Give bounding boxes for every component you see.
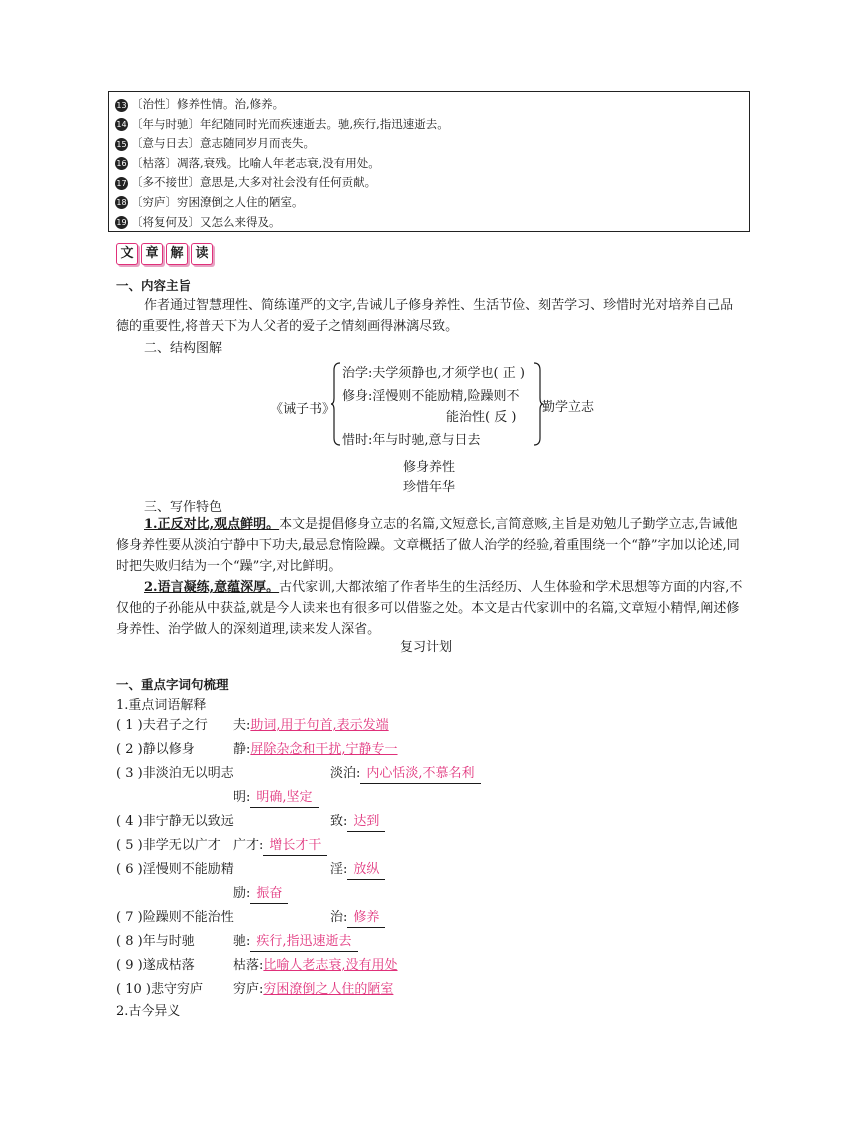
vocab-answer: 励: 振奋 (233, 882, 288, 904)
section3-para2: 2.语言凝练,意蕴深厚。古代家训,大都浓缩了作者毕生的生活经历、人生体验和学术思想等方面的内容,不仅他的子孙能从中获益,就是今人读来也有很多可以借鉴之处。本文是古代家训中的名篇,文章短小精悍,阐述修身养性、治学做人的深刻道理,读来发人深省。 (116, 580, 743, 637)
footnote-19: 19 〔将复何及〕又怎么来得及。 (116, 214, 281, 229)
footnote-15: 15 〔意与日去〕意志随同岁月而丧失。 (116, 136, 315, 151)
badge-char: 解 (166, 243, 188, 265)
footnote-13: 13 〔治性〕修养性情。治,修养。 (116, 97, 285, 111)
vocab-answer: 淫: 放纵 (330, 858, 385, 880)
section3-para1: 1.正反对比,观点鲜明。本文是提倡修身立志的名篇,文短意长,言简意赅,主旨是劝勉儿子勤学立志,告诫他修身养性要从淡泊宁静中下功夫,最忌怠惰险躁。文章概括了做人治学的经验,着重围绕一个“静”字加以论述,同时把失败归结为一个“躁”字,对比鲜明。 (116, 517, 740, 574)
diagram-branch-time: 惜时:年与时驰,意与日去 (342, 433, 481, 448)
footnote-18: 18 〔穷庐〕穷困潦倒之人住的陋室。 (116, 194, 304, 209)
vocab-answer: 淡泊: 内心恬淡,不慕名利 (330, 762, 481, 784)
diagram-conclusion: 勤学立志 (542, 400, 595, 415)
vocab-item: ( 4 )非宁静无以致远 (116, 814, 234, 829)
vocab-item: ( 1 )夫君子之行 (116, 718, 208, 733)
vocab-answer: 明: 明确,坚定 (233, 786, 319, 808)
left-brace-icon (330, 362, 342, 446)
footnote-14: 14 〔年与时驰〕年纪随同时光而疾速逝去。驰,疾行,指迅速逝去。 (116, 116, 449, 131)
diagram-branch-cultivate-2: 能治性( 反 ) (446, 410, 517, 425)
section3-title: 三、写作特色 (144, 500, 223, 515)
vocab-item: ( 3 )非淡泊无以明志 (116, 766, 234, 781)
review-plan-title: 复习计划 (400, 640, 453, 655)
vocab-item: ( 10 )悲守穷庐 (116, 982, 203, 997)
vocab-item: ( 5 )非学无以广才 (116, 838, 221, 853)
vocab-item: ( 2 )静以修身 (116, 742, 195, 757)
part1-title: 一、重点字词句梳理 (116, 677, 229, 692)
vocab-answer: 枯落:比喻人老志衰,没有用处 (233, 958, 398, 973)
vocab-answer: 静:屏除杂念和干扰,宁静专一 (233, 742, 398, 757)
diagram-note-2: 珍惜年华 (403, 480, 456, 495)
vocab-answer: 穷庐:穷困潦倒之人住的陋室 (233, 982, 394, 997)
vocab-answer: 夫:助词,用于句首,表示发端 (233, 718, 389, 733)
vocab-item: ( 9 )遂成枯落 (116, 958, 195, 973)
footnote-16: 16 〔枯落〕凋落,衰残。比喻人年老志衰,没有用处。 (116, 155, 380, 170)
vocab-answer: 致: 达到 (330, 810, 385, 832)
diagram-branch-cultivate: 修身:淫慢则不能励精,险躁则不 (342, 389, 520, 404)
section1-title: 一、内容主旨 (116, 278, 192, 293)
vocab-item: ( 6 )淫慢则不能励精 (116, 862, 234, 877)
section-badge (116, 243, 213, 265)
vocab-answer: 驰: 疾行,指迅速逝去 (233, 930, 358, 952)
vocab-answer: 广才: 增长才干 (233, 834, 327, 856)
badge-char: 读 (191, 243, 213, 265)
structure-diagram (270, 360, 610, 450)
section1-text: 作者通过智慧理性、简练谨严的文字,告诫儿子修身养性、生活节俭、刻苦学习、珍惜时光对培养自己品德的重要性,将普天下为人父者的爱子之情刻画得淋漓尽致。 (116, 298, 734, 334)
vocab-subtitle: 1.重点词语解释 (116, 698, 207, 713)
vocab-item: ( 8 )年与时驰 (116, 934, 195, 949)
vocab-answer: 治: 修养 (330, 906, 385, 928)
ancient-modern-subtitle: 2.古今异义 (116, 1004, 181, 1019)
footnotes-box (108, 91, 750, 232)
badge-char: 章 (141, 243, 163, 265)
badge-char: 文 (116, 243, 138, 265)
footnote-17: 17 〔多不接世〕意思是,大多对社会没有任何贡献。 (116, 175, 377, 190)
diagram-branch-study: 治学:夫学须静也,才须学也( 正 ) (342, 366, 525, 381)
diagram-book-title: 《诫子书》 (270, 402, 336, 417)
diagram-note-1: 修身养性 (403, 460, 456, 475)
vocab-item: ( 7 )险躁则不能治性 (116, 910, 234, 925)
section2-title: 二、结构图解 (144, 341, 223, 356)
